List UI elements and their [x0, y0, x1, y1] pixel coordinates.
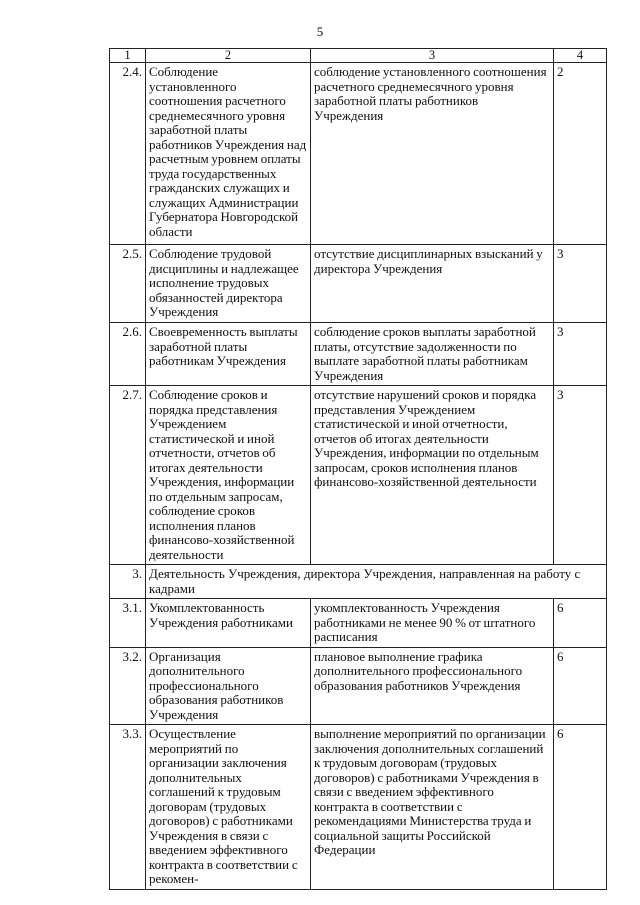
table-row [110, 725, 607, 890]
condition-cell: выполнение мероприятий по организации заключения дополнительных соглашений к трудовым договорам (трудовых договоров) с работниками Учреждения в связи с введением эффективного контракта в соответствии с рекомендациями Министерства труда и социальной защиты Российской Федерации [311, 725, 554, 890]
section-number: 3. [110, 565, 146, 599]
row-number: 2.6. [110, 323, 146, 386]
row-number: 2.7. [110, 386, 146, 565]
table-row [110, 245, 607, 323]
row-number: 2.4. [110, 63, 146, 245]
condition-cell: отсутствие нарушений сроков и порядка представления Учреждением статистической и иной отчетности, отчетов об итогах деятельности Учреждения, информации по отдельным запросам, сроков исполнения планов финансово-хозяйственной деятельности [311, 386, 554, 565]
score-cell: 6 [554, 647, 607, 725]
header-col-2: 2 [146, 49, 311, 63]
row-number: 3.1. [110, 599, 146, 648]
header-col-4: 4 [554, 49, 607, 63]
row-number: 3.3. [110, 725, 146, 890]
condition-cell: соблюдение установленного соотношения расчетного среднемесячного уровня заработной платы работников Учреждения [311, 63, 554, 245]
row-number: 3.2. [110, 647, 146, 725]
condition-cell: соблюдение сроков выплаты заработной платы, отсутствие задолженности по выплате заработной платы работникам Учреждения [311, 323, 554, 386]
table-row [110, 599, 607, 648]
score-cell: 6 [554, 725, 607, 890]
criterion-cell: Укомплектованность Учреждения работниками [146, 599, 311, 648]
header-col-1: 1 [110, 49, 146, 63]
criterion-cell: Своевременность выплаты заработной платы работникам Учреждения [146, 323, 311, 386]
page-number: 5 [316, 24, 324, 39]
table-row [110, 63, 607, 245]
criteria-table [109, 48, 607, 890]
table-row [110, 647, 607, 725]
criterion-cell: Организация дополнительного профессионального образования работников Учреждения [146, 647, 311, 725]
table-row [110, 323, 607, 386]
score-cell: 3 [554, 323, 607, 386]
criterion-cell: Соблюдение установленного соотношения расчетного среднемесячного уровня заработной платы работников Учреждения над расчетным уровнем оплаты труда государственных гражданских служащих и служащих Администрации Губернатора Новгородской области [146, 63, 311, 245]
condition-cell: плановое выполнение графика дополнительного профессионального образования работников Учреждения [311, 647, 554, 725]
condition-cell: отсутствие дисциплинарных взысканий у директора Учреждения [311, 245, 554, 323]
header-col-3: 3 [311, 49, 554, 63]
score-cell: 6 [554, 599, 607, 648]
score-cell: 3 [554, 386, 607, 565]
score-cell: 2 [554, 63, 607, 245]
score-cell: 3 [554, 245, 607, 323]
condition-cell: укомплектованность Учреждения работниками не менее 90 % от штатного расписания [311, 599, 554, 648]
row-number: 2.5. [110, 245, 146, 323]
section-title: Деятельность Учреждения, директора Учреждения, направленная на работу с кадрами [146, 565, 607, 599]
criterion-cell: Соблюдение трудовой дисциплины и надлежащее исполнение трудовых обязанностей директора Учреждения [146, 245, 311, 323]
criterion-cell: Соблюдение сроков и порядка представления Учреждением статистической и иной отчетности, отчетов об итогах деятельности Учреждения, информации по отдельным запросам, соблюдение сроков исполнения планов финансово-хозяйственной деятельности [146, 386, 311, 565]
table-header-row [110, 49, 607, 63]
section-row [110, 565, 607, 599]
criterion-cell: Осуществление мероприятий по организации заключения дополнительных соглашений к трудовым договорам (трудовых договоров) с работниками Учреждения в связи с введением эффективного контракта в соответствии с рекомен- [146, 725, 311, 890]
table-row [110, 386, 607, 565]
